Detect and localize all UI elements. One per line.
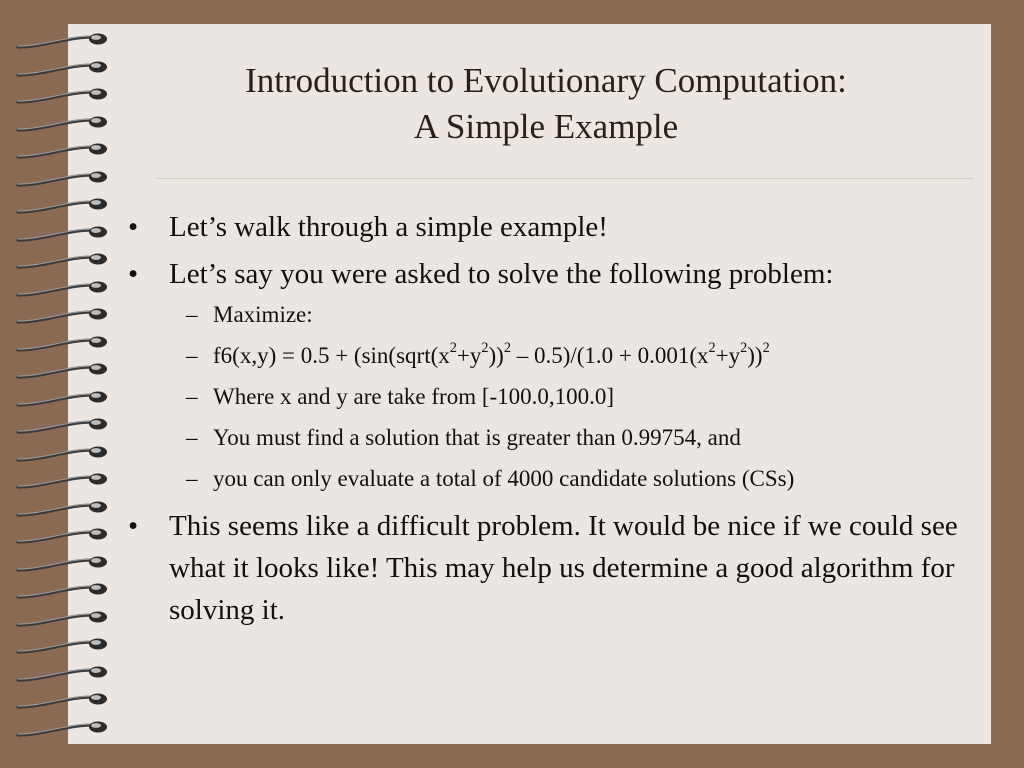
bullet-marker: •: [128, 211, 139, 243]
sub-bullet-text: Maximize:: [213, 302, 313, 327]
dash-marker: –: [186, 384, 198, 409]
title-line-2: A Simple Example: [413, 107, 679, 146]
formula-exponent: 2: [481, 340, 489, 357]
dash-marker: –: [186, 302, 198, 327]
dash-marker: –: [186, 466, 198, 491]
bullet-point: [128, 505, 978, 631]
bullet-marker: •: [128, 510, 139, 542]
slide-body: [128, 206, 978, 636]
binding-coil-icon: [14, 472, 110, 490]
bullet-point: [128, 253, 978, 295]
binding-coil-icon: [14, 445, 110, 463]
formula-part: )): [488, 343, 504, 368]
binding-coil-icon: [14, 32, 110, 50]
bullet-marker: •: [128, 258, 139, 290]
binding-coil-icon: [14, 665, 110, 683]
formula-part: +y: [456, 343, 482, 368]
formula-exponent: 2: [503, 340, 511, 357]
binding-coil-icon: [14, 692, 110, 710]
formula-part: f6(x,y) = 0.5 + (sin(sqrt(x: [213, 343, 450, 368]
binding-coil-icon: [14, 582, 110, 600]
binding-coil-icon: [14, 500, 110, 518]
dash-marker: –: [186, 343, 198, 368]
bullet-text: This seems like a difficult problem. It would be nice if we could see what it looks like! This may help us determine a good algorithm for solving it.: [169, 510, 958, 626]
slide-title: [68, 58, 1024, 150]
dash-marker: –: [186, 425, 198, 450]
sub-bullet-text: Where x and y are take from [-100.0,100.0]: [213, 384, 615, 409]
sub-bullet-budget: [128, 464, 978, 494]
binding-coil-icon: [14, 390, 110, 408]
title-line-1: Introduction to Evolutionary Computation:: [245, 61, 847, 100]
title-divider: [156, 178, 974, 179]
binding-coil-icon: [14, 555, 110, 573]
binding-coil-icon: [14, 527, 110, 545]
formula-exponent: 2: [762, 340, 770, 357]
bullet-text: Let’s say you were asked to solve the following problem:: [169, 258, 834, 290]
binding-coil-icon: [14, 417, 110, 435]
formula-text: [213, 340, 770, 368]
sub-bullet-target: [128, 423, 978, 453]
binding-coil-icon: [14, 610, 110, 628]
binding-coil-icon: [14, 197, 110, 215]
binding-coil-icon: [14, 720, 110, 738]
binding-coil-icon: [14, 362, 110, 380]
sub-bullet-formula: [128, 341, 978, 371]
bullet-text: Let’s walk through a simple example!: [169, 211, 608, 243]
binding-coil-icon: [14, 252, 110, 270]
sub-bullet-maximize: [128, 300, 978, 330]
sub-bullet-range: [128, 382, 978, 412]
binding-coil-icon: [14, 637, 110, 655]
binding-coil-icon: [14, 225, 110, 243]
sub-bullet-text: You must find a solution that is greater than 0.99754, and: [213, 425, 741, 450]
bullet-point: [128, 206, 978, 248]
binding-coil-icon: [14, 307, 110, 325]
formula-part: )): [747, 343, 763, 368]
binding-coil-icon: [14, 170, 110, 188]
formula-part: +y: [715, 343, 741, 368]
binding-coil-icon: [14, 280, 110, 298]
formula-exponent: 2: [449, 340, 457, 357]
binding-coil-icon: [14, 335, 110, 353]
formula-part: – 0.5)/(1.0 + 0.001(x: [510, 343, 709, 368]
formula-exponent: 2: [740, 340, 748, 357]
formula-exponent: 2: [708, 340, 716, 357]
sub-bullet-text: you can only evaluate a total of 4000 candidate solutions (CSs): [213, 466, 795, 491]
